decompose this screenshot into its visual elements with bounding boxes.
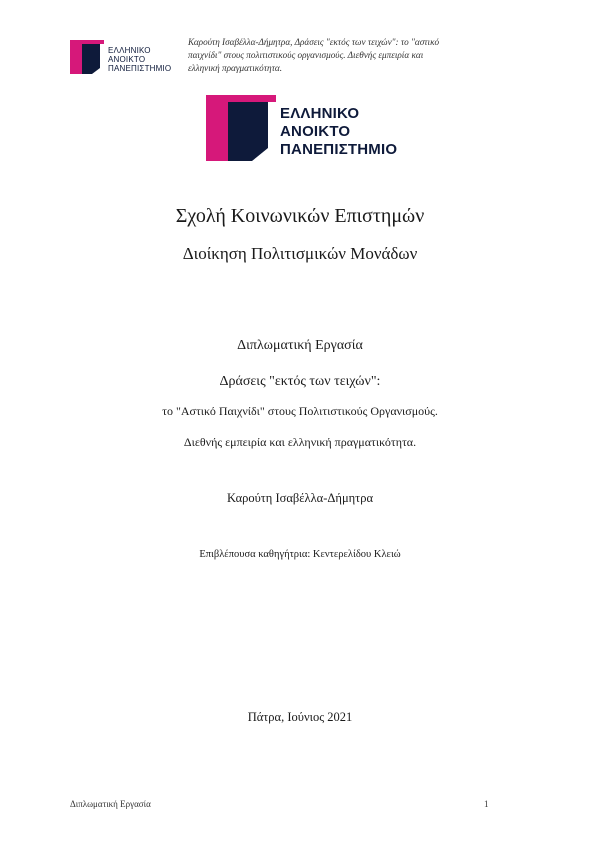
place-date: Πάτρα, Ιούνιος 2021 bbox=[247, 710, 353, 724]
logo-large-line2: ΑΝΟΙΚΤΟ bbox=[280, 123, 351, 140]
logo-small-line3: ΠΑΝΕΠΙΣΤΗΜΙΟ bbox=[108, 64, 172, 73]
department-name: Διοίκηση Πολιτισμικών Μονάδων bbox=[182, 244, 418, 263]
thesis-title: Δράσεις "εκτός των τειχών": bbox=[219, 374, 381, 389]
thesis-subtitle-line2: Διεθνής εμπειρία και ελληνική πραγματικότητα. bbox=[183, 435, 417, 449]
header-note-line3: ελληνική πραγματικότητα. bbox=[188, 63, 283, 73]
logo-small-line2: ΑΝΟΙΚΤΟ bbox=[108, 55, 146, 64]
university-logo-large bbox=[206, 92, 406, 164]
page-number: 1 bbox=[484, 799, 489, 809]
supervisor: Επιβλέπουσα καθηγήτρια: Κεντερελίδου Κλειώ bbox=[199, 549, 401, 560]
logo-mark-icon bbox=[70, 38, 104, 76]
author-name: Καρούτη Ισαβέλλα-Δήμητρα bbox=[227, 491, 373, 505]
header-note bbox=[188, 36, 498, 75]
university-logo-small bbox=[70, 38, 172, 78]
thesis-label: Διπλωματική Εργασία bbox=[237, 338, 363, 353]
logo-large-line3: ΠΑΝΕΠΙΣΤΗΜΙΟ bbox=[280, 141, 398, 158]
school-name: Σχολή Κοινωνικών Επιστημών bbox=[175, 205, 425, 227]
logo-mark-large-icon bbox=[206, 92, 276, 164]
logo-small-line1: ΕΛΛΗΝΙΚΟ bbox=[108, 46, 151, 55]
footer-label: Διπλωματική Εργασία bbox=[70, 799, 151, 809]
logo-large-line1: ΕΛΛΗΝΙΚΟ bbox=[280, 105, 360, 122]
thesis-subtitle-line1: το "Αστικό Παιχνίδι" στους Πολιτιστικούς Οργανισμούς. bbox=[162, 404, 438, 418]
header-note-line1: Καρούτη Ισαβέλλα-Δήμητρα, Δράσεις "εκτός των τειχών": το "αστικό bbox=[188, 37, 440, 47]
header-note-line2: παιχνίδι" στους πολιτιστικούς οργανισμούς. Διεθνής εμπειρία και bbox=[188, 50, 424, 60]
